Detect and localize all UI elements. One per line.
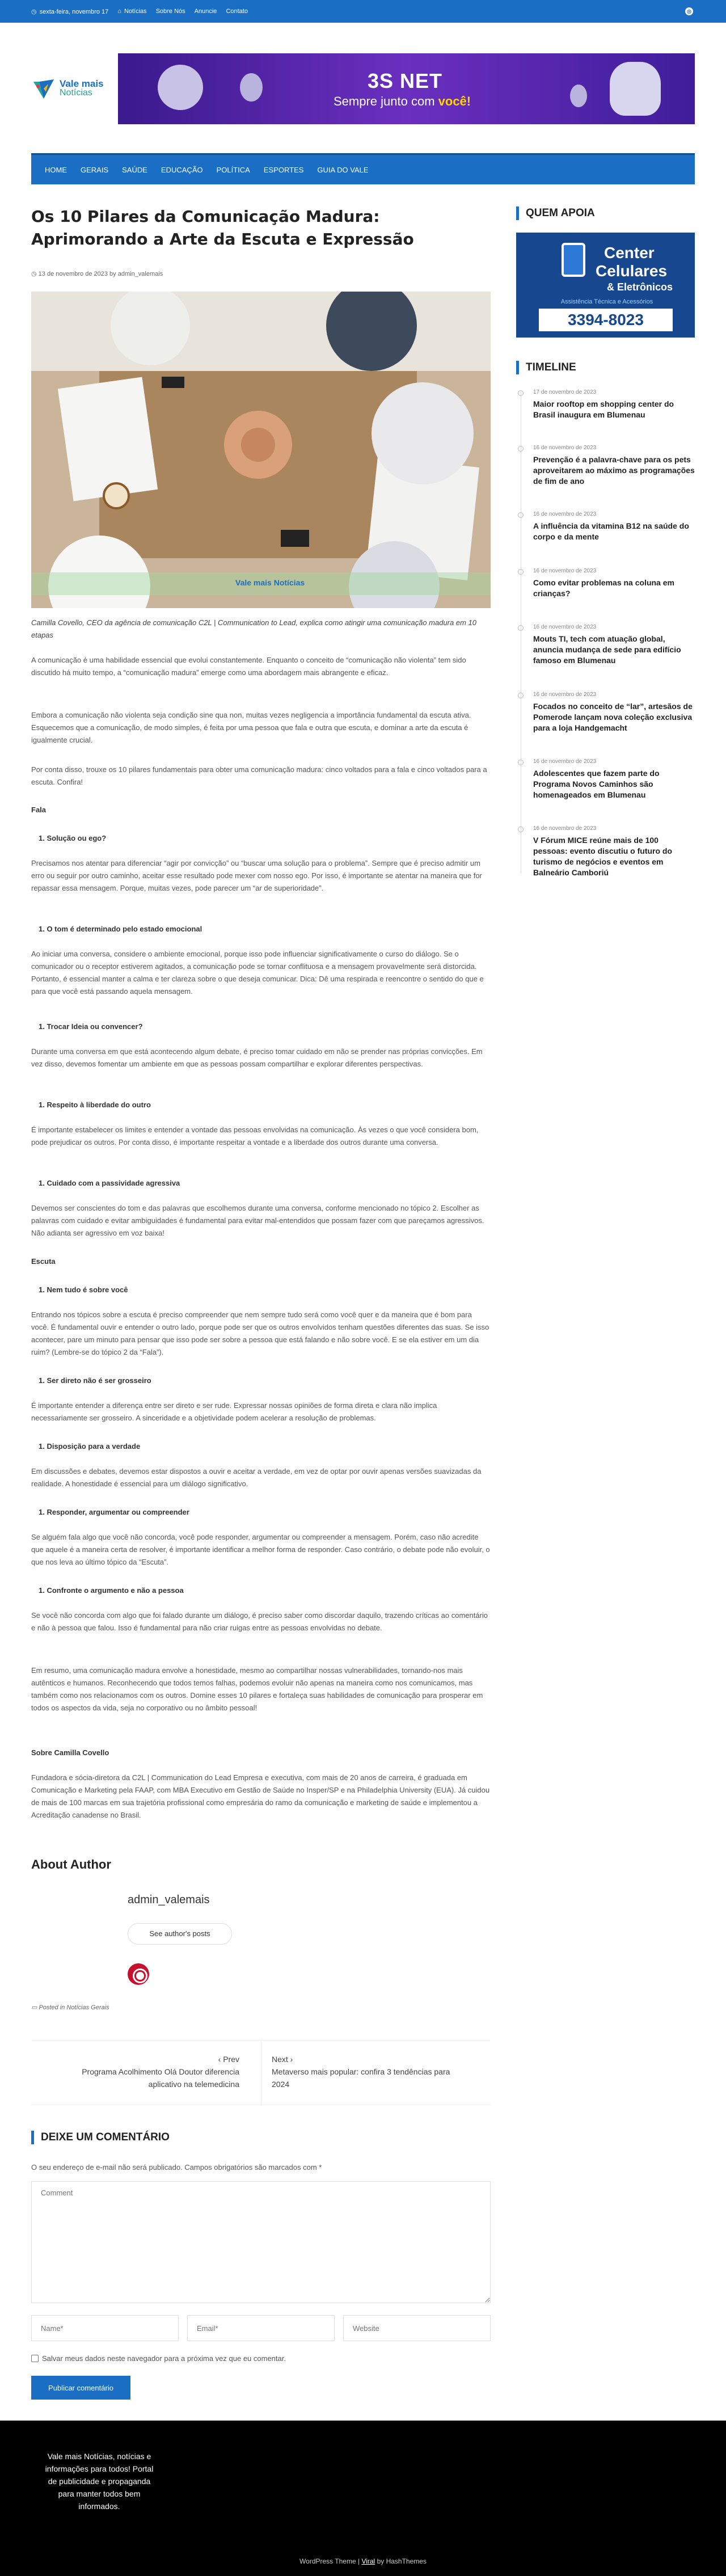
chevron-left-icon: ‹ [218,2055,223,2064]
pillar-heading: 1. Solução ou ego? [39,834,107,842]
paragraph: Por conta disso, trouxe os 10 pilares fundamentais para obter uma comunicação madura: cinco voltados para a fala e cinco voltados para a escuta. Confira! [31,765,487,786]
pillar-heading: 1. Responder, argumentar ou compreender [39,1508,189,1516]
name-field[interactable] [31,2315,179,2341]
ad-phone: 3394-8023 [539,309,673,331]
timeline-item[interactable]: 16 de novembro de 2023 V Fórum MICE reúne mais de 100 pessoas: evento discutiu o futuro do turismo de negócios e eventos em Balneário Camboriú [516,825,695,878]
person-illustration [240,73,263,102]
section-heading-escuta: Escuta [31,1257,56,1266]
team-hands-photo [31,292,491,608]
pillar-heading: 1. Confronte o argumento e não a pessoa [39,1586,184,1595]
nav-guia-do-vale[interactable]: GUIA DO VALE [317,165,369,174]
paragraph: Durante uma conversa em que está acontecendo algum debate, é preciso tomar cuidado em não se prender nas próprias convicções. Em vez disso, devemos fomentar um ambiente em que as pessoas possam compartilhar e explorar diferentes perspectivas. [31,1047,483,1068]
image-caption: Camilla Covello, CEO da agência de comunicação C2L | Communication to Lead, explica como atingir uma comunicação madura em 10 etapas [31,618,476,639]
timeline-item[interactable]: 16 de novembro de 2023 Focados no conceito de “lar”, artesãos de Pomerode lançam nova coleção exclusiva para a loja Handgemacht [516,692,695,733]
paragraph: Entrando nos tópicos sobre a escuta é preciso compreender que nem sempre tudo será como você quer e da maneira que é bom para você. É fundamental ouvir e entender o outro lado, porque pode ser que os outros envolvidos tenham questões diferentes das suas. Se isso acontecer, pare um minuto para pensar que isso pode ser sobre a pessoa que está falando e não sobre você. E se ela estiver em um dia ruim? (Lembre-se do tópico 2 da “Fala”). [31,1310,489,1356]
top-link-noticias[interactable]: ⌂ Notícias [117,8,147,15]
paragraph: A comunicação é uma habilidade essencial que evolui constantemente. Enquanto o conceito de “comunicação não violenta” tem sido discutido há muito tempo, a “comunicação madura” emerge como uma abordagem mais abrangente e eficaz. [31,656,466,677]
nav-politica[interactable]: POLÍTICA [216,165,250,174]
top-bar [0,0,726,23]
paragraph: Se você não concorda com algo que foi falado durante um diálogo, é preciso saber como discordar daquilo, trazendo críticas ao comentário e não à pessoa que falou. Isso é fundamental para não criar ruigas entre as pessoas envolvidas no debate. [31,1611,488,1632]
pillar-heading: 1. Nem tudo é sobre você [39,1285,128,1294]
timeline-item[interactable]: 16 de novembro de 2023 Como evitar problemas na coluna em crianças? [516,568,695,599]
website-field[interactable] [343,2315,491,2341]
about-author-heading: About Author [31,1857,111,1871]
post-navigation [31,2040,491,2105]
bio-paragraph: Fundadora e sócia-diretora da C2L | Communication do Lead Empresa e executiva, com mais de 20 anos de carreira, é graduada em Comunicação e Marketing pela FAAP, com MBA Executivo em Gestão de Saúde no Insper/SP e na Philadelphia University (EUA). Já cuidou de mais de 100 marcas em sua trajetória profissional como empresária do ramo da comunicação e marketing de saúde e implementou a Acreditação canadense no Brasil. [31,1773,490,1819]
nav-gerais[interactable]: GERAIS [81,165,109,174]
viral-link[interactable]: Viral [361,2557,375,2565]
timeline-item[interactable]: 17 de novembro de 2023 Maior rooftop em shopping center do Brasil inaugura em Blumenau [516,389,695,420]
paragraph: Em resumo, uma comunicação madura envolve a honestidade, mesmo ao compartilhar nossas vulnerabilidades, tornando-nos mais autênticos e humanos. Reconhecendo que todos temos falhas, podemos evoluir não apenas na maneira como nos comunicamos, mas também como nos relacionamos com os outros. Domine esses 10 pilares e fortaleça suas habilidades de comunicação para prosperar em todos os aspectos da vida, seja no corporativo ou no âmbito pessoal! [31,1666,483,1712]
pillar-heading: 1. Respeito à liberdade do outro [39,1101,151,1109]
logo-line2: Notícias [60,88,92,98]
article-title: Os 10 Pilares da Comunicação Madura: Aprimorando a Arte da Escuta e Expressão [31,207,414,248]
prev-post-link[interactable]: ‹ Prev Programa Acolhimento Olá Doutor diferencia aplicativo na telemedicina [82,2055,239,2089]
ad-line4: Assistência Técnica e Acessórios [560,298,653,305]
article-author-link[interactable]: admin_valemais [117,271,163,277]
paragraph: É importante entender a diferença entre ser direto e ser rude. Expressar nossas opiniões de forma direta e clara não implica necessariamente ser grosseiro. A sinceridade e a objetividade podem acelerar a resolução de problemas. [31,1401,437,1422]
home-icon: ⌂ [117,8,121,15]
banner-slogan: Sempre junto com você! [334,94,471,108]
top-link-sobre[interactable]: Sobre Nós [155,8,185,15]
clock-icon: ◷ [31,271,39,277]
pillar-heading: 1. Disposição para a verdade [39,1442,141,1451]
nav-saude[interactable]: SAÚDE [122,165,147,174]
main-nav [31,153,695,184]
submit-comment-button[interactable]: Publicar comentário [31,2376,130,2400]
banner-brand: 3S NET [368,69,443,92]
footer-credit: WordPress Theme | Viral by HashThemes [299,2557,427,2565]
paragraph: Embora a comunicação não violenta seja condição sine qua non, muitas vezes negligencia a importância fundamental da escuta ativa. Esquecemos que a comunicação, de modo simples, é feita por uma pessoa que fala e outra que escuta, e dominar a arte da escuta é igualmente crucial. [31,711,471,744]
pillar-heading: 1. Trocar Ideia ou convencer? [39,1022,143,1031]
article-meta: ◷ 13 de novembro de 2023 by admin_valemais [31,271,163,277]
save-data-checkbox[interactable]: Salvar meus dados neste navegador para a próxima vez que eu comentar. [31,2354,286,2363]
chevron-right-icon: › [288,2055,293,2064]
hashthemes-link[interactable]: HashThemes [386,2557,427,2565]
comment-textarea[interactable] [31,2181,491,2303]
paragraph: É importante estabelecer os limites e entender a vontade das pessoas envolvidas na comunicação. Às vezes o que você considera bom, pode prejudicar os outros. Por conta disso, é importante respeitar a vontade e a liberdade dos outros durante uma conversa. [31,1125,479,1146]
instagram-icon[interactable] [128,1963,149,1985]
next-post-link[interactable]: Next › Metaverso mais popular: confira 3 tendências para 2024 [272,2055,450,2089]
logo-line1: Vale mais [60,78,104,89]
timeline-item[interactable]: 16 de novembro de 2023 Mouts TI, tech com atuação global, anuncia mudança de sede para edifício famoso em Blumenau [516,624,695,666]
top-link-anuncie[interactable]: Anuncie [194,8,217,15]
header-banner-ad[interactable] [118,53,695,124]
pillar-heading: 1. Cuidado com a passividade agressiva [39,1179,180,1187]
author-name: admin_valemais [128,1894,210,1906]
sidebar-ad[interactable] [516,233,695,338]
timeline-item[interactable]: 16 de novembro de 2023 Prevenção é a palavra-chave para os pets aproveitarem ao máximo as programações de fim de ano [516,445,695,487]
article-date[interactable]: 13 de novembro de 2023 [38,271,108,277]
timeline-item[interactable]: 16 de novembro de 2023 A influência da vitamina B12 na saúde do corpo e da mente [516,511,695,542]
image-watermark: Vale mais Notícias [235,578,305,587]
logo-mark-icon [31,76,56,101]
ad-line2: Celulares [596,262,668,280]
ad-line1: Center [604,244,655,262]
footer [0,2421,726,2576]
comment-note: O seu endereço de e-mail não será publicado. Campos obrigatórios são marcados com * [31,2163,322,2172]
instagram-icon[interactable]: ◎ [685,7,693,15]
checkbox[interactable] [31,2355,39,2362]
footer-about: Vale mais Notícias, notícias e informações para todos! Portal de publicidade e propaganda para manter todos bem informados. [45,2452,154,2511]
rocket-illustration [158,65,203,110]
nav-esportes[interactable]: ESPORTES [263,165,304,174]
nav-home[interactable]: HOME [45,165,67,174]
site-logo[interactable] [31,73,105,104]
person-illustration [570,85,587,107]
comment-heading: DEIXE UM COMENTÁRIO [31,2131,170,2144]
paragraph: Em discussões e debates, devemos estar dispostos a ouvir e aceitar a verdade, em vez de optar por ouvir apenas versões suavizadas da realidade. A honestidade é essencial para um diálogo significativo. [31,1467,482,1488]
nav-educacao[interactable]: EDUCAÇÃO [161,165,203,174]
sidebar-support-heading: QUEM APOIA [516,206,695,220]
paragraph: Precisamos nos atentar para diferenciar “agir por convicção” ou “buscar uma solução para o problema”. Sempre que é preciso admitir um erro ou seguir por outro caminho, aceitar esse resultado pode mexer com nosso ego. Por isso, é importante se atentar na maneira que for repassar essa mensagem. Porque, muitas vezes, pode parecer um “ar de superioridade”. [31,859,482,892]
timeline-item[interactable]: 16 de novembro de 2023 Adolescentes que fazem parte do Programa Novos Caminhos são homenageados em Blumenau [516,758,695,800]
sidebar-timeline-heading: TIMELINE [516,361,695,374]
email-field[interactable] [187,2315,335,2341]
section-heading-fala: Fala [31,806,47,814]
date-display: ◷ sexta-feira, novembro 17 [31,8,109,15]
paragraph: Se alguém fala algo que você não concorda, você pode responder, argumentar ou compreender a mensagem. Porém, caso não acredite que aquele é a maneira certa de resolver, é importante identificar a melhor forma de responder. Caso contrário, o debate pode não evoluir, o que nos leva ao último tópico da “Escuta”. [31,1533,490,1566]
folder-icon: ▭ [31,2004,39,2011]
ad-line3: & Eletrônicos [607,281,673,293]
clock-icon: ◷ [31,8,37,15]
featured-image [31,292,491,608]
top-link-contato[interactable]: Contato [226,8,248,15]
phone-icon [562,243,585,277]
pillar-heading: 1. O tom é determinado pelo estado emocional [39,925,202,933]
paragraph: Ao iniciar uma conversa, considere o ambiente emocional, porque isso pode influenciar significativamente o curso do diálogo. Se o comunicador ou o receptor estiverem agitados, a comunicação pode se tornar conflituosa e a mensagem provavelmente será distorcida. Portanto, é essencial manter a calma e ter clareza sobre o que deseja comunicar. Dica: Dê uma respirada e reencontre o sentido do que e para que você está passando aquela mensagem. [31,950,484,996]
paragraph: Devemos ser conscientes do tom e das palavras que escolhemos durante uma conversa, conforme mencionado no tópico 2. Escolher as palavras com cuidado e evitar ambiguidades é fundamental para evitar mal-entendidos que possam fazer com que pareçamos agressivos. Não adianta ser agressivo em voz baixa! [31,1204,484,1237]
see-author-posts-button[interactable]: See author's posts [128,1923,232,1945]
robot-illustration [610,62,661,116]
bio-heading: Sobre Camilla Covello [31,1748,109,1757]
posted-in: ▭ Posted in Notícias Gerais [31,2004,109,2011]
pillar-heading: 1. Ser direto não é ser grosseiro [39,1376,151,1385]
